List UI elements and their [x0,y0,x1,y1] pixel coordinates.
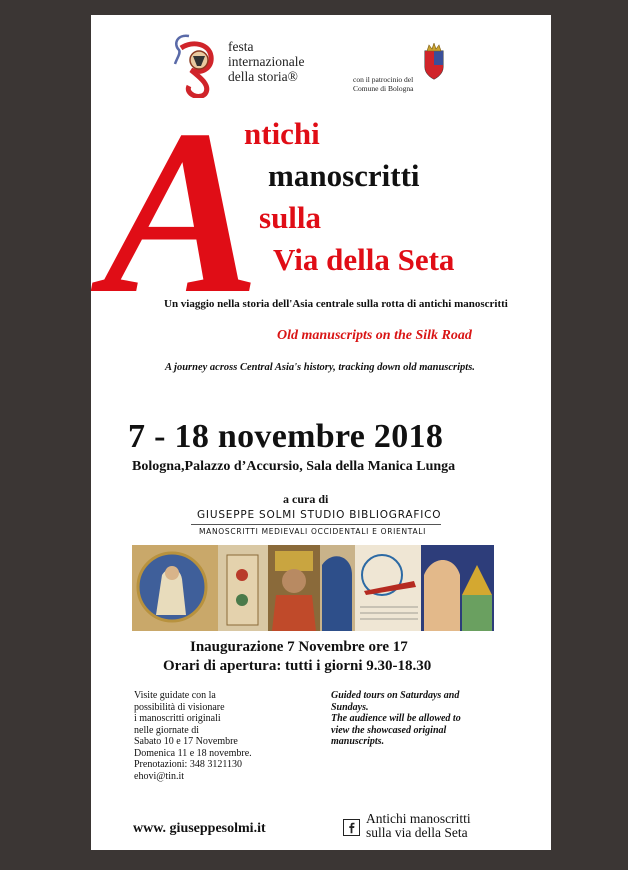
bologna-crest-icon [421,43,447,81]
facebook-page-name[interactable] [366,812,471,840]
booking-phone: Prenotazioni: 348 3121130 [134,759,242,770]
tour-line: view the showcased original [331,724,447,736]
booking-email[interactable]: ehovi@tin.it [134,770,185,782]
curator-label: a cura di [283,492,329,506]
patrocinio-line: Comune di Bologna [353,84,414,93]
website-link[interactable]: www. giuseppesolmi.it [133,821,266,836]
festa-title [228,39,304,84]
guided-tours-italian [134,690,252,782]
curator-divider [191,524,441,525]
facebook-line: sulla via della Seta [366,825,468,840]
patrocinio-text [353,75,413,93]
tour-line: Guided tours on Saturdays and [331,690,460,701]
exhibition-poster [91,15,551,850]
tour-line: manuscripts. [331,736,385,747]
facebook-icon[interactable] [343,819,360,836]
tour-line: The audience will be allowed to [331,713,461,724]
title-initial-letter: A [103,82,261,343]
title-line-3: sulla [259,200,322,235]
tour-line: Sundays. [331,701,369,713]
subtitle-english: Old manuscripts on the Silk Road [277,328,472,343]
patrocinio-line: con il patrocinio del [353,75,414,84]
festa-line: della storia® [228,69,298,84]
curator-tagline: MANOSCRITTI MEDIEVALI OCCIDENTALI E ORIENTALI [199,527,427,536]
subtitle-english-description: A journey across Central Asia's history, tracking down old manuscripts. [165,362,475,373]
curator-name: GIUSEPPE SOLMI STUDIO BIBLIOGRAFICO [197,509,442,521]
manuscripts-image-strip [132,545,494,631]
title-line-2: manoscritti [268,158,420,193]
tour-line: Domenica 11 e 18 novembre. [134,747,252,759]
tour-line: Visite guidate con la [134,690,216,701]
tour-line: possibilità di visionare [134,701,225,713]
festa-line: festa [228,39,254,54]
title-line-1: ntichi [244,116,320,151]
title-line-4: Via della Seta [273,242,455,277]
exhibition-dates: 7 - 18 novembre 2018 [128,418,444,455]
opening-hours: Orari di apertura: tutti i giorni 9.30-18.30 [163,658,432,674]
tour-line: nelle giornate di [134,724,199,736]
tour-line: i manoscritti originali [134,713,221,724]
subtitle-italian: Un viaggio nella storia dell'Asia centrale sulla rotta di antichi manoscritti [164,298,508,310]
festa-line: internazionale [228,54,305,69]
facebook-line: Antichi manoscritti [366,811,471,826]
tour-line: Sabato 10 e 17 Novembre [134,736,238,747]
guided-tours-english [331,690,461,748]
exhibition-venue: Bologna,Palazzo d’Accursio, Sala della Manica Lunga [132,459,456,474]
opening-date: Inaugurazione 7 Novembre ore 17 [190,639,408,655]
